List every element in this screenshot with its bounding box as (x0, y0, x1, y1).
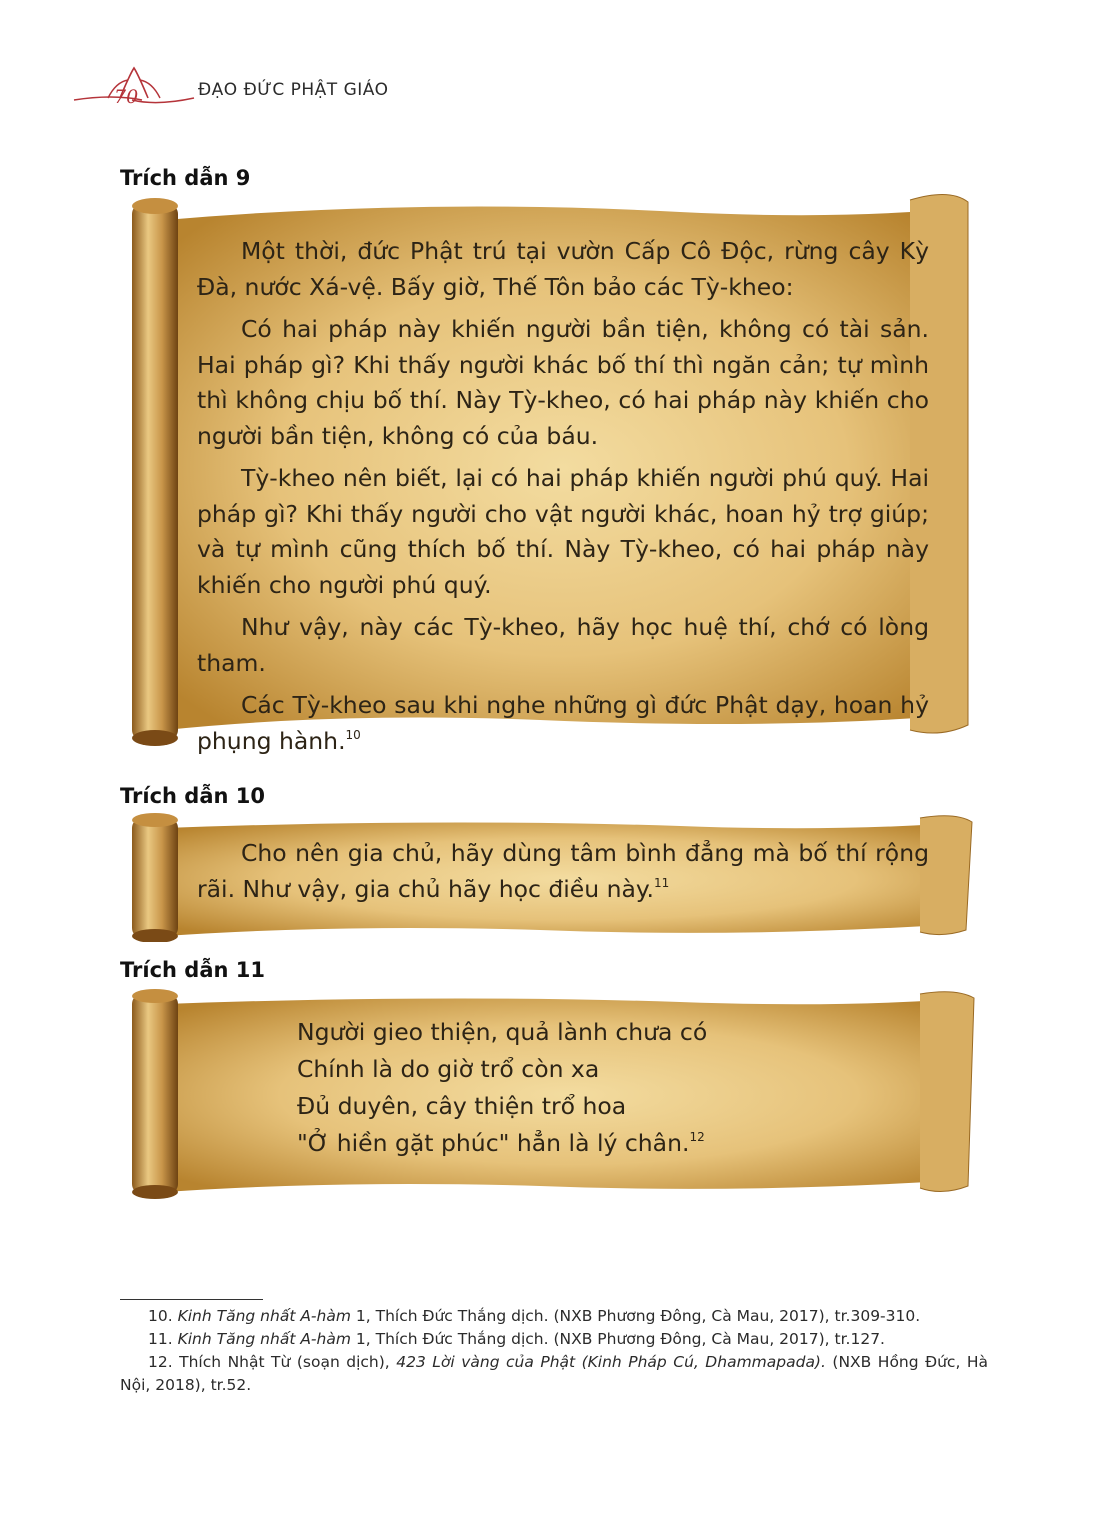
footnote-marker: 12 (689, 1130, 705, 1144)
parchment-scroll (120, 190, 986, 755)
quote-body (197, 234, 929, 759)
page-number: 70 (114, 86, 139, 108)
quote-heading: Trích dẫn 10 (120, 784, 265, 808)
parchment-scroll (120, 988, 986, 1200)
verse (297, 1014, 707, 1162)
verse-line: Người gieo thiện, quả lành chưa có (297, 1018, 708, 1046)
footnote: 12. Thích Nhật Từ (soạn dịch), 423 Lời vàng của Phật (Kinh Pháp Cú, Dhammapada). (NXB Hồng Đức, Hà Nội, 2018), tr.52. (120, 1353, 989, 1394)
footnote: 11. Kinh Tăng nhất A-hàm 1, Thích Đức Thắng dịch. (NXB Phương Đông, Cà Mau, 2017), tr.127. (148, 1330, 885, 1348)
footnotes (120, 1305, 988, 1397)
verse-line: Chính là do giờ trổ còn xa (297, 1055, 600, 1083)
quote-body (197, 836, 929, 907)
quote-paragraph: Tỳ-kheo nên biết, lại có hai pháp khiến người phú quý. Hai pháp gì? Khi thấy người cho vật người khác, hoan hỷ trợ giúp; và tự mình cũng thích bố thí. Này Tỳ-kheo, có hai pháp này khiến cho người phú quý. (197, 464, 929, 599)
footnote-separator (120, 1299, 263, 1300)
quote-paragraph: Như vậy, này các Tỳ-kheo, hãy học huệ thí, chớ có lòng tham. (197, 613, 929, 677)
quote-heading: Trích dẫn 11 (120, 958, 265, 982)
verse-line: Đủ duyên, cây thiện trổ hoa (297, 1092, 627, 1120)
quote-paragraph: Cho nên gia chủ, hãy dùng tâm bình đẳng mà bố thí rộng rãi. Như vậy, gia chủ hãy học điều này.$^{11}$ (197, 839, 929, 903)
footnote-marker: 10 (345, 727, 361, 742)
footnote: 10. Kinh Tăng nhất A-hàm 1, Thích Đức Thắng dịch. (NXB Phương Đông, Cà Mau, 2017), tr.309-310. (148, 1307, 921, 1325)
quote-paragraph: Các Tỳ-kheo sau khi nghe những gì đức Phật dạy, hoan hỷ phụng hành.$^{10}$ (197, 691, 929, 755)
quote-paragraph: Một thời, đức Phật trú tại vườn Cấp Cô Độc, rừng cây Kỳ Đà, nước Xá-vệ. Bấy giờ, Thế Tôn bảo các Tỳ-kheo: (197, 237, 929, 301)
footnote-marker: 11 (653, 875, 670, 890)
quote-paragraph: Có hai pháp này khiến người bần tiện, không có tài sản. Hai pháp gì? Khi thấy người khác bố thí thì ngăn cản; tự mình thì không chịu bố thí. Này Tỳ-kheo, có hai pháp này khiến cho người bần tiện, không có của báu. (197, 315, 929, 450)
running-header (72, 64, 492, 114)
verse-line: "Ở hiền gặt phúc" hẳn là lý chân.$^{12}$ (297, 1129, 705, 1157)
running-title: ĐẠO ĐỨC PHẬT GIÁO (198, 80, 389, 100)
quote-heading: Trích dẫn 9 (120, 166, 251, 190)
parchment-scroll (120, 812, 986, 942)
